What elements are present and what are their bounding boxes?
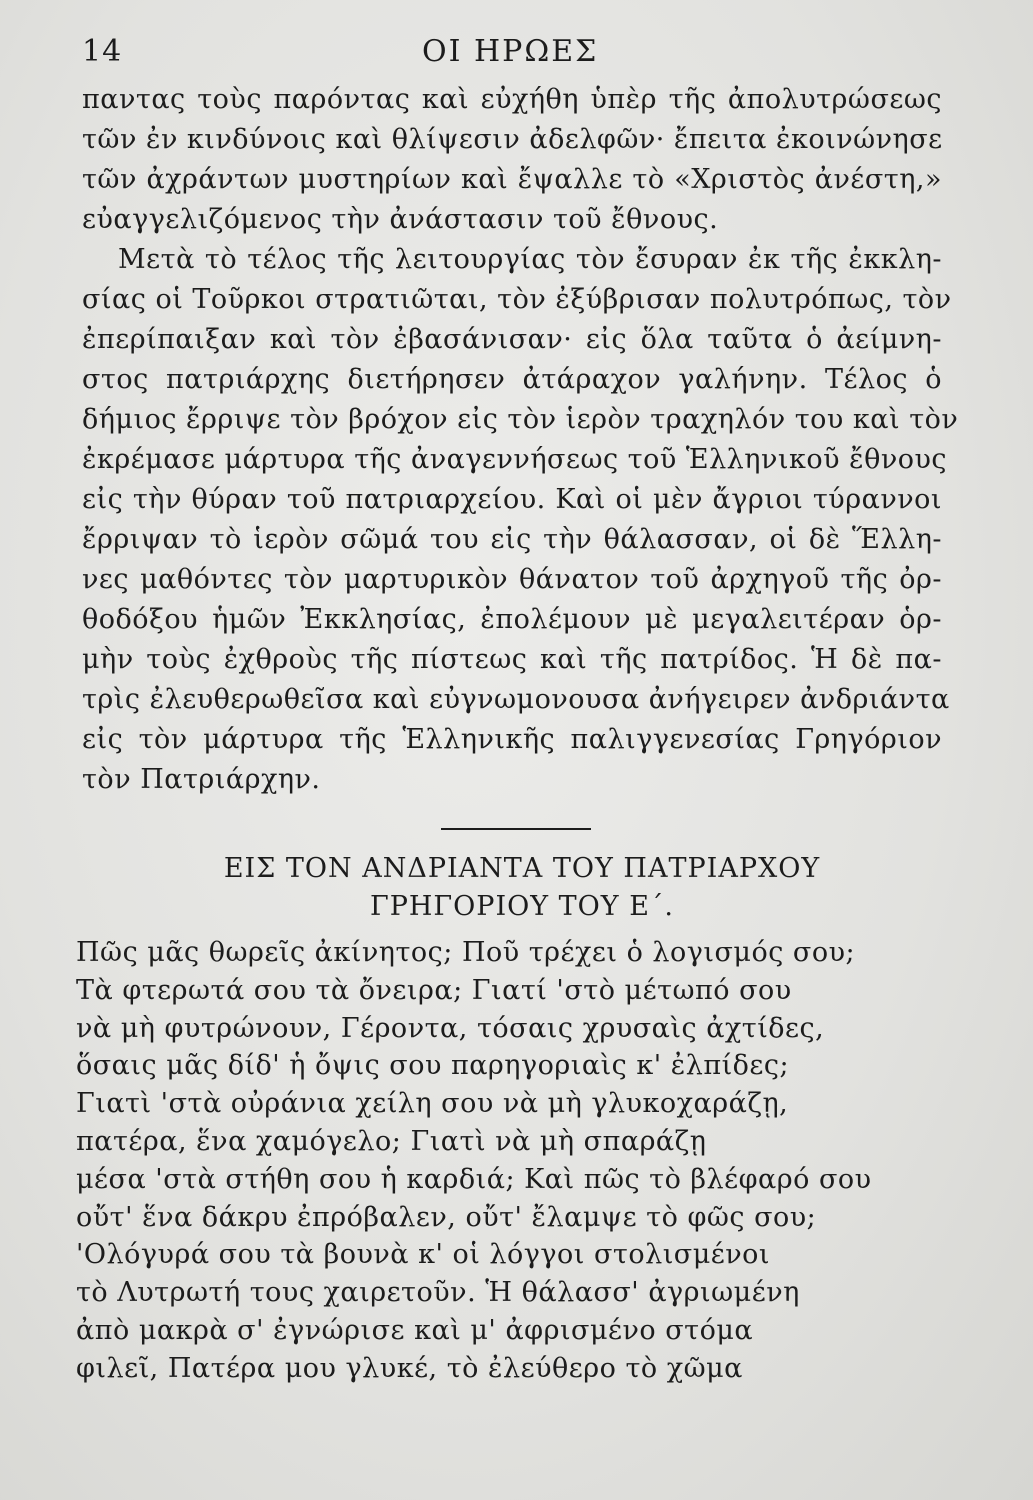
poem-verse: Γιατὶ 'στὰ οὐράνια χείλη σου νὰ μὴ γλυκοχαράζῃ, bbox=[76, 1088, 789, 1120]
poem-verse: νὰ μὴ φυτρώνουν, Γέροντα, τόσαις χρυσαὶς ἀχτίδες, bbox=[76, 1012, 825, 1044]
poem-verse: 'Ολόγυρά σου τὰ βουνὰ κ' οἱ λόγγοι στολισμένοι bbox=[76, 1239, 771, 1271]
poem-verse: ἀπὸ μακρὰ σ' ἐγνώρισε καὶ μ' ἀφρισμένο στόμα bbox=[76, 1314, 754, 1346]
prose-line: ἔρριψαν τὸ ἱερὸν σῶμά του εἰς τὴν θάλασσαν, οἱ δὲ Ἕλλη- bbox=[82, 524, 942, 555]
prose-line: ἐκρέμασε μάρτυρα τῆς ἀναγεννήσεως τοῦ Ἑλληνικοῦ ἔθνους bbox=[82, 444, 948, 475]
prose-line: τῶν ἐν κινδύνοις καὶ θλίψεσιν ἀδελφῶν· ἔπειτα ἐκοινώνησε bbox=[82, 124, 943, 155]
running-head: ΟΙ ΗΡΩΕΣ bbox=[422, 34, 599, 69]
poem-verse: μέσα 'στὰ στήθη σου ἡ καρδιά; Καὶ πῶς τὸ βλέφαρό σου bbox=[76, 1163, 872, 1195]
poem-title-line: ΓΡΗΓΟΡΙΟΥ ΤΟΥ Ε΄. bbox=[369, 891, 675, 922]
prose-line: εἰς τὸν μάρτυρα τῆς Ἑλληνικῆς παλιγγενεσίας Γρηγόριον bbox=[82, 724, 942, 755]
poem-verse: οὔτ' ἕνα δάκρυ ἐπρόβαλεν, οὔτ' ἔλαμψε τὸ φῶς σου; bbox=[76, 1201, 817, 1233]
section-divider bbox=[441, 828, 591, 830]
prose-line: εἰς τὴν θύραν τοῦ πατριαρχείου. Καὶ οἱ μὲν ἄγριοι τύραννοι bbox=[82, 484, 942, 515]
poem-verse: ὅσαις μᾶς δίδ' ἡ ὄψις σου παρηγοριαὶς κ' ἐλπίδες; bbox=[76, 1050, 790, 1082]
poem-body bbox=[76, 934, 916, 1388]
prose-line: παντας τοὺς παρόντας καὶ εὐχήθη ὑπὲρ τῆς ἀπολυτρώσεως bbox=[82, 84, 942, 115]
prose-line: ἐπερίπαιξαν καὶ τὸν ἐβασάνισαν· εἰς ὅλα ταῦτα ὁ ἀείμνη- bbox=[82, 324, 942, 355]
page-number: 14 bbox=[82, 34, 123, 69]
poem-verse: τὸ Λυτρωτή τους χαιρετοῦν. Ἡ θάλασσ' ἀγριωμένη bbox=[76, 1277, 800, 1309]
poem-title bbox=[82, 850, 962, 926]
prose-line: νες μαθόντες τὸν μαρτυρικὸν θάνατον τοῦ ἀρχηγοῦ τῆς ὀρ- bbox=[82, 564, 942, 595]
poem-verse: πατέρα, ἕνα χαμόγελο; Γιατὶ νὰ μὴ σπαράζῃ bbox=[76, 1125, 707, 1157]
page-header bbox=[82, 28, 942, 76]
prose-line: θοδόξου ἡμῶν Ἐκκλησίας, ἐπολέμουν μὲ μεγαλειτέραν ὁρ- bbox=[82, 604, 942, 635]
prose-line: μὴν τοὺς ἐχθροὺς τῆς πίστεως καὶ τῆς πατρίδος. Ἡ δὲ πα- bbox=[82, 644, 942, 675]
prose-line: δήμιος ἔρριψε τὸν βρόχον εἰς τὸν ἱερὸν τραχηλόν του καὶ τὸν bbox=[82, 404, 959, 435]
prose-line: τῶν ἀχράντων μυστηρίων καὶ ἔψαλλε τὸ «Χριστὸς ἀνέστη,» bbox=[82, 164, 942, 195]
poem-title-line: ΕΙΣ ΤΟΝ ΑΝΔΡΙΑΝΤΑ ΤΟΥ ΠΑΤΡΙΑΡΧΟΥ bbox=[223, 853, 821, 884]
prose-line: σίας οἱ Τοῦρκοι στρατιῶται, τὸν ἐξύβρισαν πολυτρόπως, τὸν bbox=[82, 284, 952, 315]
prose-line: τρὶς ἐλευθερωθεῖσα καὶ εὐγνωμονουσα ἀνήγειρεν ἀνδριάντα bbox=[82, 684, 950, 715]
poem-verse: Πῶς μᾶς θωρεῖς ἀκίνητος; Ποῦ τρέχει ὁ λογισμός σου; bbox=[76, 937, 856, 968]
poem-verse: φιλεῖ, Πατέρα μου γλυκέ, τὸ ἐλεύθερο τὸ χῶμα bbox=[76, 1352, 743, 1384]
prose-line: τὸν Πατριάρχην. bbox=[82, 764, 321, 795]
prose-line: Μετὰ τὸ τέλος τῆς λειτουργίας τὸν ἔσυραν ἐκ τῆς ἐκκλη- bbox=[118, 244, 942, 275]
poem-verse: Τὰ φτερωτά σου τὰ ὄνειρα; Γιατί 'στὸ μέτωπό σου bbox=[76, 974, 792, 1006]
prose-line: στος πατριάρχης διετήρησεν ἀτάραχον γαλήνην. Τέλος ὁ bbox=[82, 364, 942, 395]
prose-body bbox=[82, 80, 959, 800]
prose-line: εὐαγγελιζόμενος τὴν ἀνάστασιν τοῦ ἔθνους. bbox=[82, 204, 719, 235]
